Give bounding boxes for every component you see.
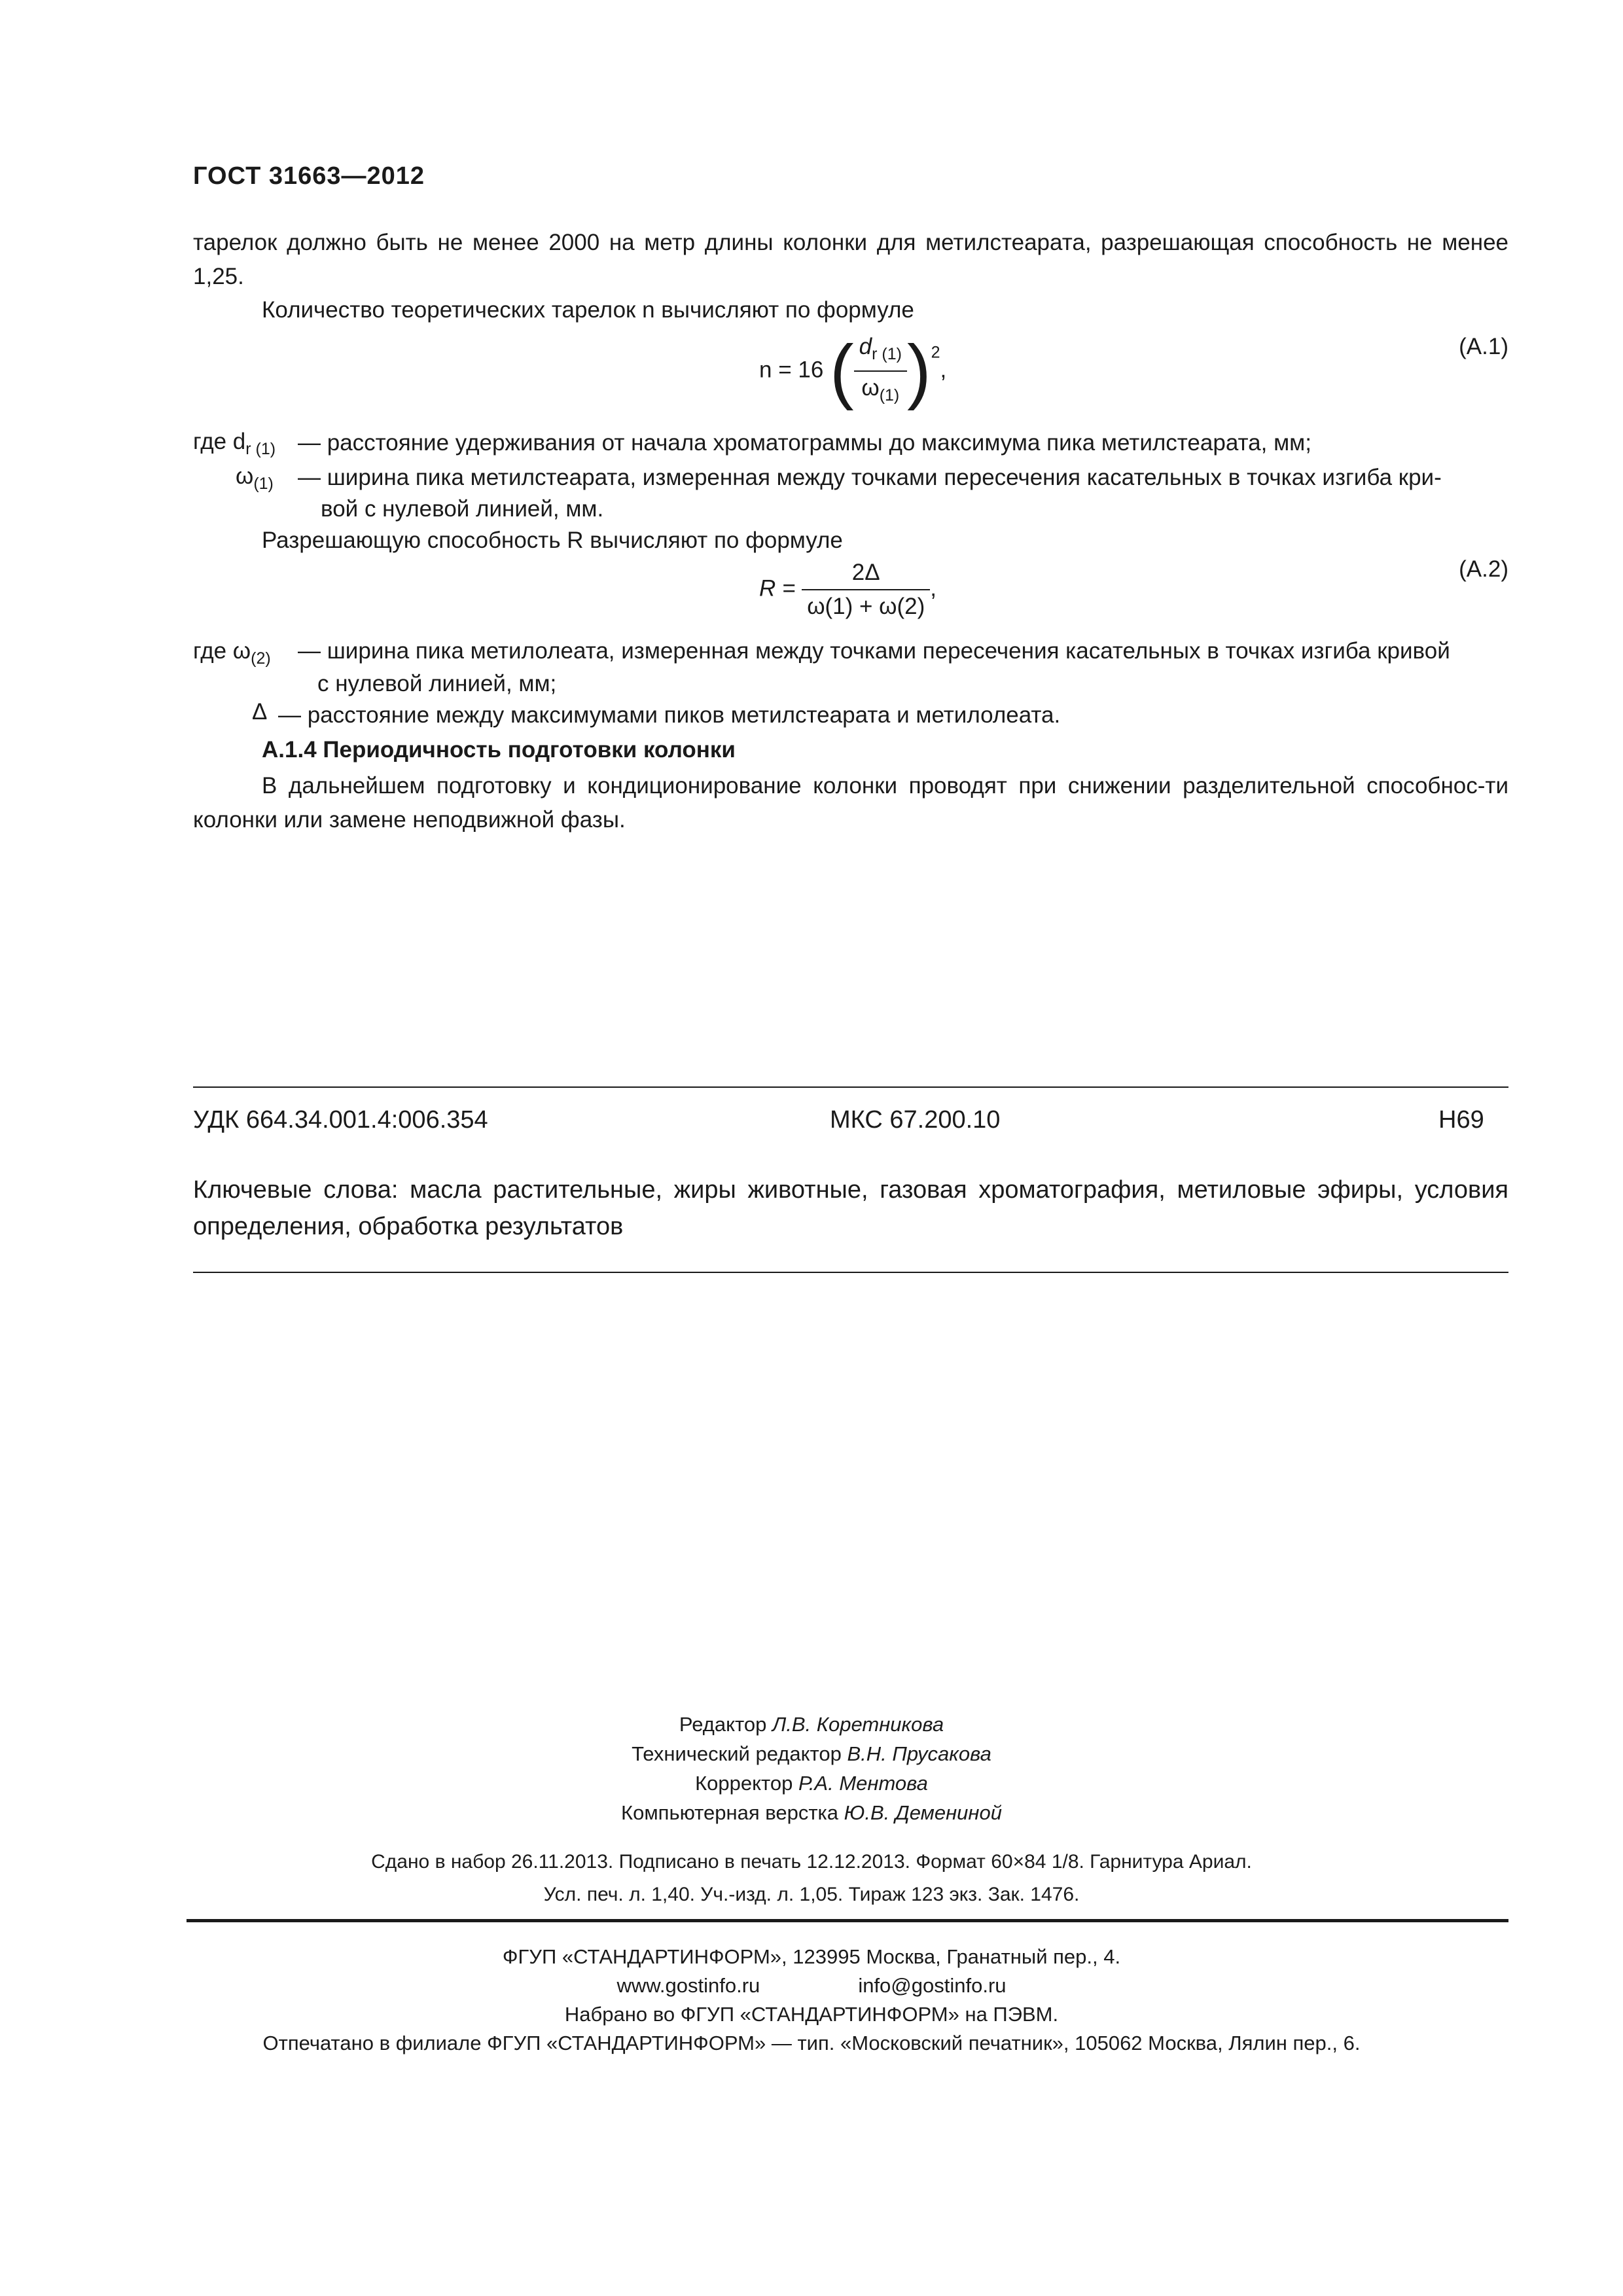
subsection-heading: А.1.4 Периодичность подготовки колонки	[262, 737, 736, 762]
definition-text: — расстояние между максимумами пиков метилстеарата и метилолеата.	[278, 702, 1061, 728]
publisher-typeset: Набрано во ФГУП «СТАНДАРТИНФОРМ» на ПЭВМ.	[564, 2003, 1059, 2026]
publisher-address: ФГУП «СТАНДАРТИНФОРМ», 123995 Москва, Гранатный пер., 4.	[502, 1945, 1121, 1968]
definition-term: где $\omega_{(2)}$	[193, 638, 271, 668]
formula-a2-fraction	[802, 556, 930, 623]
definition-text: — ширина пика метилстеарата, измеренная между точками пересечения касательных в точках изгиба кри-	[298, 465, 1442, 490]
formula-a2-tail: ,	[930, 575, 937, 601]
document-id-header: ГОСТ 31663—2012	[193, 162, 425, 190]
print-info-line2: Усл. печ. л. 1,40. Уч.-изд. л. 1,05. Тираж 123 экз. Зак. 1476.	[543, 1884, 1080, 1905]
formula-a1-fraction	[854, 331, 907, 412]
definition-term: Δ	[252, 699, 268, 725]
formula-a1-lhs: n = 16	[759, 357, 824, 383]
formula-a2-label: (А.2)	[1459, 556, 1508, 582]
formula-a2	[759, 556, 936, 623]
formula-a1-numerator: d	[859, 334, 872, 359]
publisher-contacts	[0, 1971, 1623, 2000]
definition-term: где $d_{r (1)}$	[193, 429, 276, 458]
keywords: Ключевые слова: масла растительные, жиры животные, газовая хроматография, метиловые эфиры, условия определения, обработка результатов	[193, 1176, 1508, 1240]
right-paren: )	[906, 331, 931, 411]
formula-a1-power: 2	[931, 343, 940, 362]
formula-a1	[759, 331, 946, 412]
mks-code: МКС 67.200.10	[830, 1106, 1001, 1134]
divider-top	[193, 1086, 1508, 1088]
definition-text: — ширина пика метилолеата, измеренная между точками пересечения касательных в точках изгиба кривой	[298, 638, 1450, 664]
formula-a2-lhs: R =	[759, 575, 796, 601]
paragraph-periodicity: В дальнейшем подготовку и кондиционирование колонки проводят при снижении разделительной способнос-ти колонки или замене неподвижной фазы.	[193, 773, 1508, 833]
paragraph-plates-formula-intro: Количество теоретических тарелок n вычисляют по формуле	[262, 297, 914, 323]
imprint-divider	[187, 1919, 1508, 1922]
definition-term: $\omega_{(1)}$	[236, 463, 274, 493]
publisher-printed: Отпечатано в филиале ФГУП «СТАНДАРТИНФОРМ» — тип. «Московский печатник», 105062 Москва, Лялин пер., 6.	[262, 2032, 1361, 2054]
formula-a1-numerator-sub: r (1)	[872, 345, 902, 363]
okp-code: Н69	[1438, 1106, 1484, 1134]
left-paren: (	[830, 331, 854, 411]
credit-editor: Редактор Л.В. Коретникова	[679, 1713, 944, 1736]
credit-tech-editor: Технический редактор В.Н. Прусакова	[632, 1742, 991, 1765]
formula-a1-tail: ,	[940, 357, 947, 383]
divider-bottom	[193, 1272, 1508, 1273]
definition-text-continued: вой с нулевой линией, мм.	[321, 496, 604, 522]
definition-text-continued: с нулевой линией, мм;	[317, 671, 557, 696]
udk-code: УДК 664.34.001.4:006.354	[193, 1106, 488, 1134]
definition-text: — расстояние удерживания от начала хроматограммы до максимума пика метилстеарата, мм;	[298, 430, 1311, 456]
formula-a2-denominator: ω(1) + ω(2)	[807, 594, 925, 619]
formula-a1-denominator-sub: (1)	[879, 386, 900, 404]
formula-a2-numerator: 2Δ	[802, 556, 930, 590]
paragraph-resolution-formula-intro: Разрешающую способность R вычисляют по формуле	[262, 528, 843, 553]
print-info-line1: Сдано в набор 26.11.2013. Подписано в печать 12.12.2013. Формат 60×84 1/8. Гарнитура Ариал.	[371, 1851, 1252, 1873]
credit-proofreader: Корректор Р.А. Ментова	[695, 1772, 928, 1795]
publisher-website: www.gostinfo.ru	[616, 1974, 760, 1997]
formula-a1-label: (А.1)	[1459, 334, 1508, 359]
credit-layout: Компьютерная верстка Ю.В. Демениной	[621, 1801, 1002, 1824]
formula-a1-denominator: ω	[861, 375, 880, 401]
publisher-email: info@gostinfo.ru	[858, 1974, 1007, 1997]
paragraph-plates: тарелок должно быть не менее 2000 на метр длины колонки для метилстеарата, разрешающая способность не менее 1,25.	[193, 230, 1508, 289]
